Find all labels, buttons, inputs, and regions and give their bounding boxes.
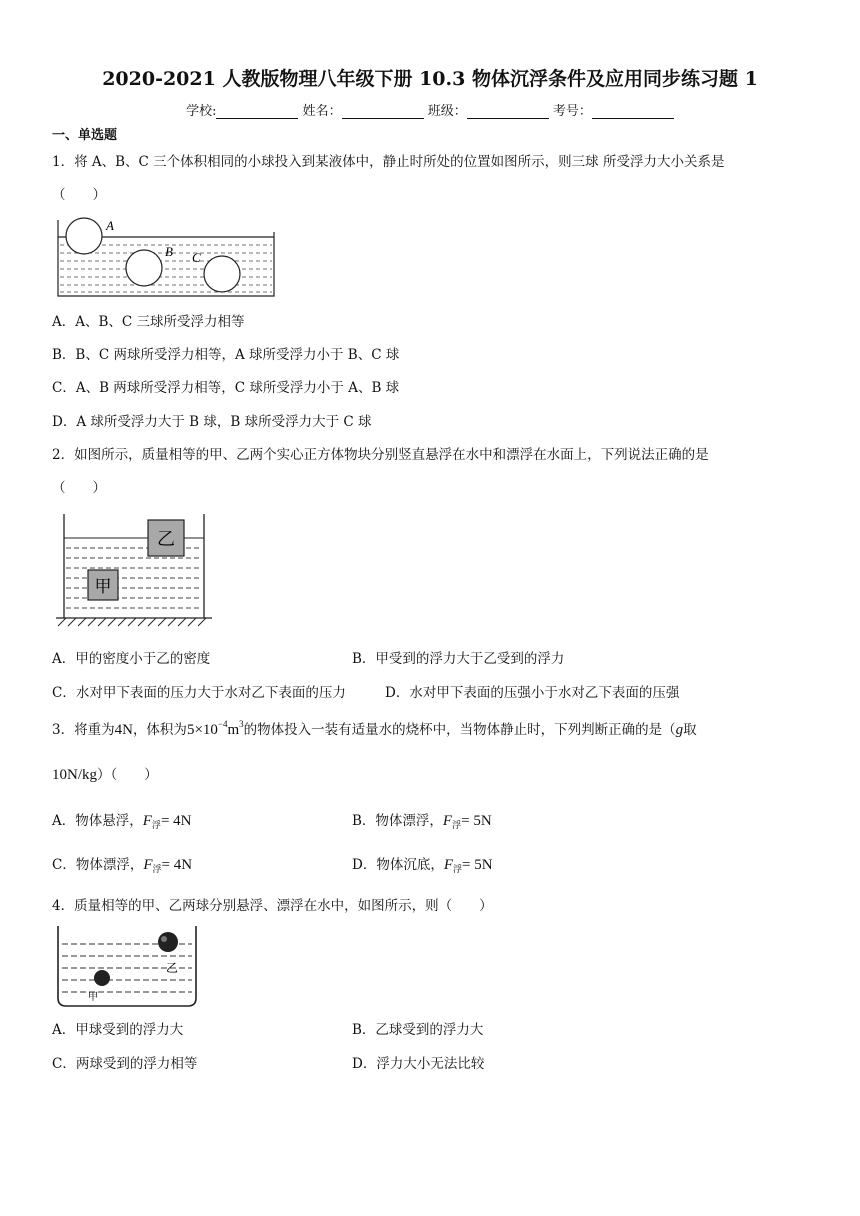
q3-volume-coef: 5×10 [186, 722, 218, 738]
ball-a [66, 218, 102, 254]
block-jia-label: 甲 [94, 577, 112, 597]
q1-option-b[interactable]: B．B、C 两球所受浮力相等，A 球所受浮力小于 B、C 球 [52, 347, 400, 363]
school-label: 学校: [186, 104, 217, 119]
ball-yi-label: 乙 [166, 961, 179, 975]
q1-paren: （ ） [52, 187, 106, 203]
q3-option-a-value: = 4N [160, 813, 192, 829]
ball-jia-label: 甲 [88, 992, 98, 1003]
q3-option-d[interactable] [352, 853, 493, 875]
label-b: B [165, 244, 173, 259]
class-blank [467, 104, 549, 119]
buoyant-force-subscript: 浮 [452, 821, 462, 831]
q3-option-c[interactable] [52, 853, 192, 875]
q3-stem-part-d: 取 [683, 722, 697, 738]
q3-volume-unit: m [227, 722, 240, 738]
name-blank [342, 104, 424, 119]
q2-option-d[interactable]: D．水对甲下表面的压强小于水对乙下表面的压强 [385, 685, 680, 701]
q1-diagram [56, 212, 276, 300]
q4-option-c[interactable]: C．两球受到的浮力相等 [52, 1056, 198, 1072]
q3-g-value: 10N/kg [52, 767, 97, 783]
ball-b [126, 250, 162, 286]
ball-yi [158, 932, 178, 952]
name-label: 姓名： [302, 104, 342, 119]
q3-volume-unit-exp: 3 [239, 719, 244, 729]
q3-stem-line2 [52, 763, 158, 784]
q1-stem: 1．将 A、B、C 三个体积相同的小球投入到某液体中，静止时所处的位置如图所示，则三球 所受浮力大小关系是 [52, 154, 725, 170]
q4-option-b[interactable]: B．乙球受到的浮力大 [352, 1022, 484, 1038]
exam-no-blank [592, 104, 674, 119]
q3-weight: 4N [114, 722, 133, 738]
label-c: C [192, 250, 201, 265]
document-title: 2020-2021 人教版物理八年级下册 10.3 物体沉浮条件及应用同步练习题 1 [102, 68, 758, 90]
q3-option-c-value: = 4N [161, 857, 193, 873]
q1-option-d[interactable]: D．A 球所受浮力大于 B 球，B 球所受浮力大于 C 球 [52, 414, 372, 430]
q3-stem-part-a: 3．将重为 [52, 722, 115, 738]
q2-option-a[interactable]: A．甲的密度小于乙的密度 [52, 651, 211, 667]
q2-diagram [54, 510, 214, 632]
buoyant-force-symbol: F [143, 857, 153, 873]
block-yi-label: 乙 [157, 529, 175, 550]
q3-option-b[interactable] [352, 809, 492, 831]
q4-option-d[interactable]: D．浮力大小无法比较 [352, 1056, 485, 1072]
q3-volume-exp: −4 [217, 719, 228, 729]
q4-stem: 4．质量相等的甲、乙两球分别悬浮、漂浮在水中，如图所示，则（ ） [52, 898, 493, 914]
q3-option-b-value: = 5N [461, 813, 492, 829]
q2-paren: （ ） [52, 480, 106, 496]
q2-stem: 2．如图所示，质量相等的甲、乙两个实心正方体物块分别竖直悬浮在水中和漂浮在水面上，下列说法正确的是 [52, 447, 709, 463]
buoyant-force-symbol: F [443, 857, 453, 873]
q3-option-a[interactable] [52, 809, 191, 831]
q3-stem-part-b: ，体积为 [132, 722, 187, 738]
q3-g-symbol: g [675, 722, 684, 738]
buoyant-force-symbol: F [142, 813, 152, 829]
student-info-line [0, 100, 860, 119]
q3-option-d-text: D．物体沉底， [352, 857, 444, 873]
q3-option-d-value: = 5N [462, 857, 493, 873]
q3-stem [52, 718, 697, 739]
exam-no-label: 考号： [552, 104, 592, 119]
q4-option-a[interactable]: A．甲球受到的浮力大 [52, 1022, 184, 1038]
buoyant-force-symbol: F [442, 813, 453, 829]
q3-option-c-text: C．物体漂浮， [52, 857, 144, 873]
q3-stem-part-c: 的物体投入一装有适量水的烧杯中，当物体静止时，下列判断正确的是（ [243, 722, 676, 738]
q4-diagram [54, 922, 204, 1010]
class-label: 班级： [427, 104, 467, 119]
q1-option-c[interactable]: C．A、B 两球所受浮力相等，C 球所受浮力小于 A、B 球 [52, 380, 400, 396]
q3-option-a-text: A．物体悬浮， [52, 813, 143, 829]
q2-option-c[interactable]: C．水对甲下表面的压力大于水对乙下表面的压力 [52, 685, 346, 701]
q3-option-b-text: B．物体漂浮， [352, 813, 443, 829]
ball-jia [94, 970, 110, 986]
q2-option-b[interactable]: B．甲受到的浮力大于乙受到的浮力 [352, 651, 565, 667]
buoyant-force-subscript: 浮 [453, 865, 463, 875]
ball-c [204, 256, 240, 292]
buoyant-force-subscript: 浮 [151, 821, 161, 831]
q3-paren: ）（ ） [97, 767, 158, 783]
section-heading: 一、单选题 [52, 128, 118, 143]
buoyant-force-subscript: 浮 [152, 865, 162, 875]
q3-volume [186, 719, 244, 738]
school-blank [216, 104, 298, 119]
label-a: A [106, 218, 114, 233]
q1-option-a[interactable]: A．A、B、C 三球所受浮力相等 [52, 314, 245, 330]
ball-yi-highlight [161, 936, 167, 942]
